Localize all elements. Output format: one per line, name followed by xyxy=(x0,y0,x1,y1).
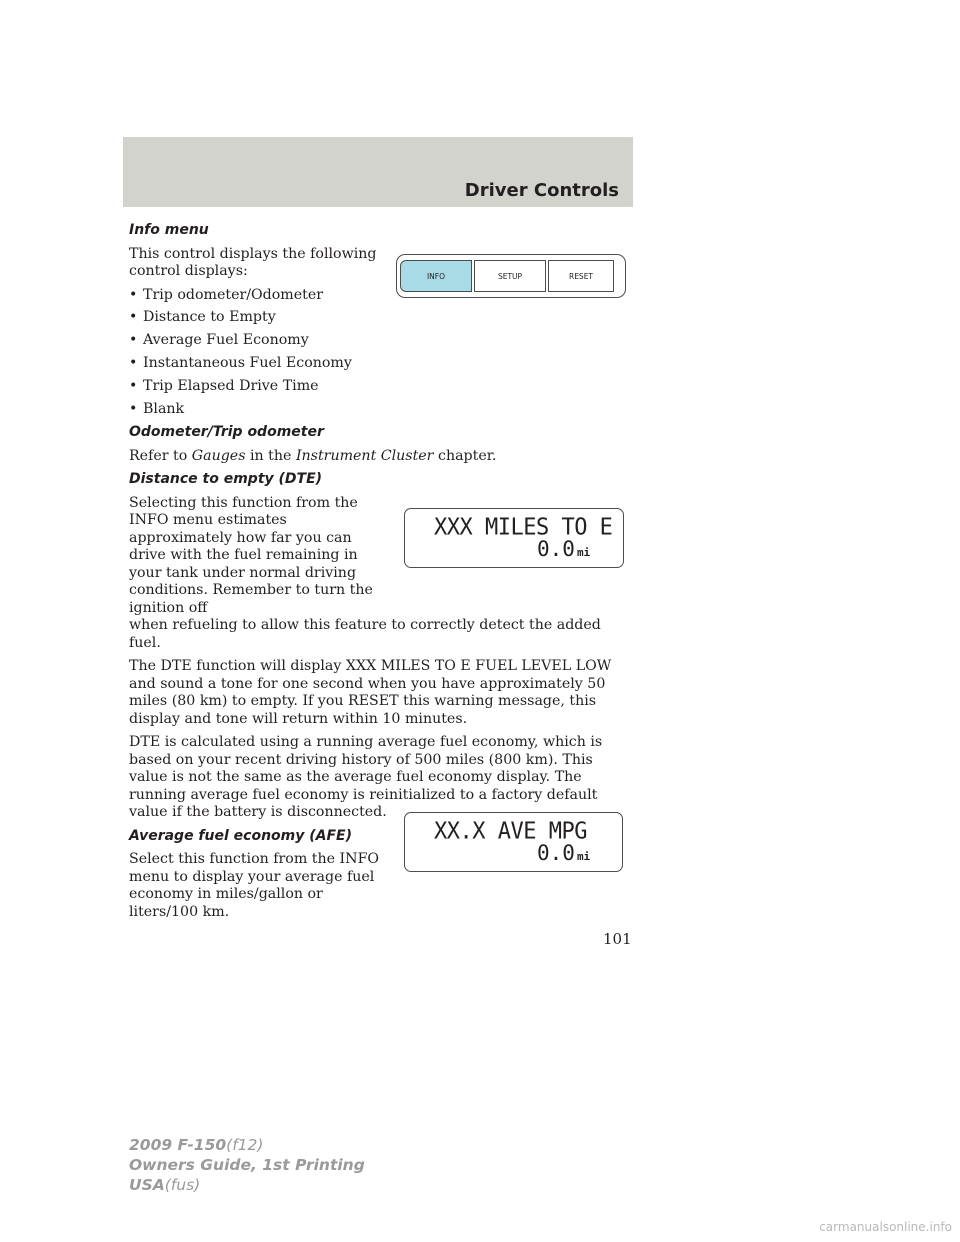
dte-display-unit: mi xyxy=(576,546,591,559)
bullet-icon: • xyxy=(129,355,138,372)
dte-paragraph-1: Selecting this function from the INFO menu estimates approximately how far you can drive with the fuel remaining in your tank under normal driving conditions. Remember to turn the ignition off when refueling to allow this feature to correctly detect the added fuel. xyxy=(129,494,601,651)
setup-button: SETUP xyxy=(474,260,546,292)
bullet-icon: • xyxy=(129,332,138,349)
afe-display xyxy=(404,812,623,872)
dte-heading: Distance to empty (DTE) xyxy=(129,471,323,488)
afe-display-unit: mi xyxy=(576,850,591,863)
dte-paragraph-2: The DTE function will display XXX MILES TO E FUEL LEVEL LOW and sound a tone for one second when you have approximately 50 miles (80 km) to empty. If you RESET this warning message, this display and tone will return within 10 minutes. xyxy=(129,658,612,727)
footer-model-line: 2009 F-150(f12) xyxy=(129,1136,264,1154)
afe-display-line1: XX.X AVE MPG xyxy=(434,818,587,845)
footer-region-line: USA(fus) xyxy=(129,1176,201,1194)
afe-display-line2 xyxy=(537,841,590,865)
dte-display xyxy=(404,508,624,568)
bullet-icon: • xyxy=(129,378,138,395)
dte-paragraph-3: DTE is calculated using a running average fuel economy, which is based on your recent driving history of 500 miles (800 km). This value is not the same as the average fuel economy display. The running average fuel economy is reinitialized to a factory default value if the battery is disconnected. xyxy=(129,734,603,821)
list-item: • Trip odometer/Odometer xyxy=(129,286,324,303)
instrument-cluster-reference: Instrument Cluster xyxy=(295,447,434,464)
info-menu-heading: Info menu xyxy=(129,222,209,238)
reset-button: RESET xyxy=(548,260,614,292)
bullet-icon: • xyxy=(129,309,138,326)
afe-display-value: 0.0 xyxy=(537,841,575,865)
info-setup-reset-panel xyxy=(396,254,626,298)
odometer-heading: Odometer/Trip odometer xyxy=(129,424,324,441)
afe-paragraph: Select this function from the INFO menu to display your average fuel economy in miles/gallon or liters/100 km. xyxy=(129,851,380,920)
page-number: 101 xyxy=(603,930,632,948)
section-title: Driver Controls xyxy=(464,180,619,201)
list-item: • Average Fuel Economy xyxy=(129,332,309,349)
list-item: • Trip Elapsed Drive Time xyxy=(129,378,319,395)
odometer-paragraph: Refer to Gauges in the Instrument Cluster chapter. xyxy=(129,447,497,464)
list-item: • Instantaneous Fuel Economy xyxy=(129,355,352,372)
afe-heading: Average fuel economy (AFE) xyxy=(129,827,353,844)
bullet-icon: • xyxy=(129,286,138,303)
list-item: • Blank xyxy=(129,400,185,417)
list-item: • Distance to Empty xyxy=(129,309,276,326)
info-button: INFO xyxy=(400,260,472,292)
info-menu-intro: This control displays the following control displays: xyxy=(129,245,377,279)
bullet-icon: • xyxy=(129,400,138,417)
dte-display-line1: XXX MILES TO E xyxy=(434,514,613,541)
info-menu-list xyxy=(129,287,629,419)
print-footer xyxy=(129,1135,365,1195)
gauges-reference: Gauges xyxy=(191,447,246,464)
footer-guide-line: Owners Guide, 1st Printing xyxy=(129,1156,365,1174)
section-header-band xyxy=(123,137,633,207)
dte-display-line2 xyxy=(537,537,590,561)
dte-display-value: 0.0 xyxy=(537,537,575,561)
watermark: carmanualsonline.info xyxy=(819,1220,952,1234)
